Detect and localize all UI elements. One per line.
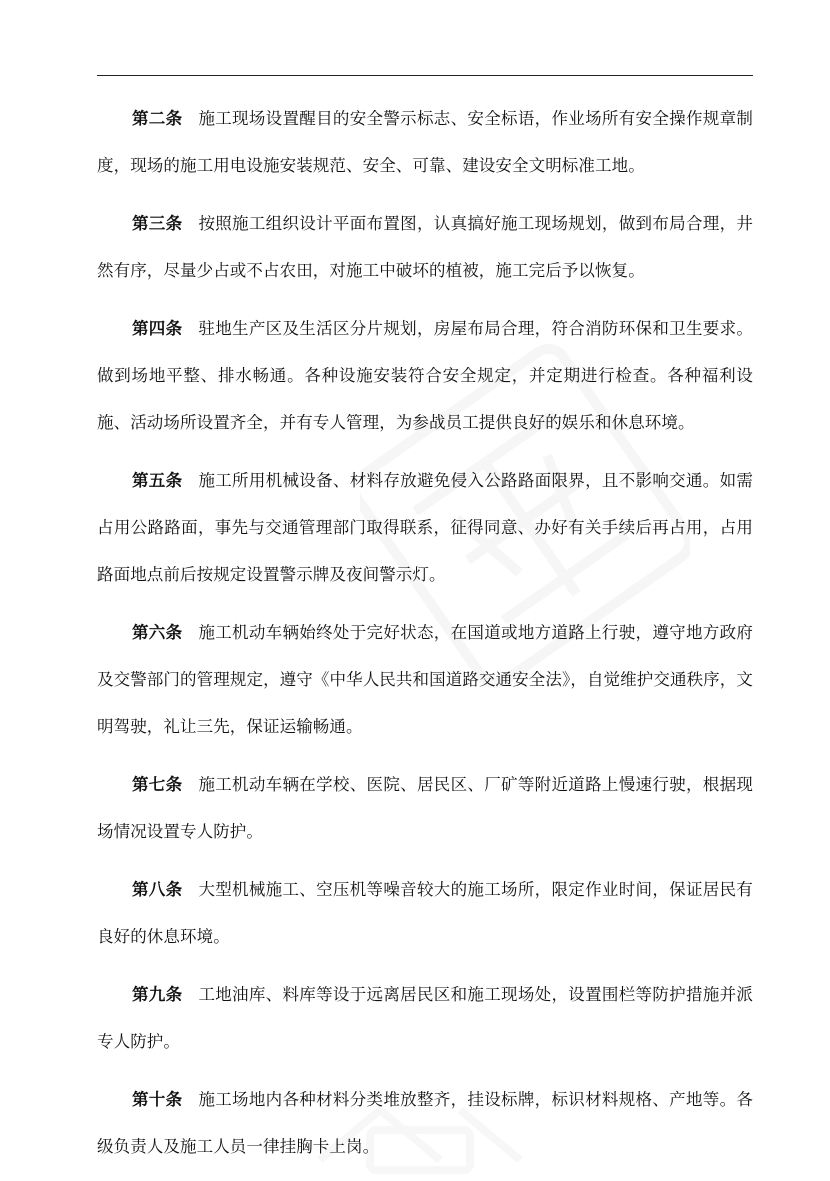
article-number: 第七条 [132,775,183,794]
article-5 [97,457,753,598]
article-text: 大型机械施工、空压机等噪音较大的施工场所，限定作业时间，保证居民有良好的休息环境。 [97,880,753,946]
article-text: 施工机动车辆始终处于完好状态，在国道或地方道路上行驶，遵守地方政府及交警部门的管理规定，遵守《中华人民共和国道路交通安全法》，自觉维护交通秩序，文明驾驶，礼让三先，保证运输畅通。 [97,623,753,736]
article-text: 施工场地内各种材料分类堆放整齐，挂设标牌，标识材料规格、产地等。各级负责人及施工人员一律挂胸卡上岗。 [97,1090,753,1156]
article-9 [97,971,753,1065]
article-number: 第三条 [132,214,183,233]
article-6 [97,609,753,750]
article-number: 第九条 [132,985,183,1004]
article-number: 第四条 [132,319,183,338]
article-text: 工地油库、料库等设于远离居民区和施工现场处，设置围栏等防护措施并派专人防护。 [97,985,753,1051]
article-number: 第六条 [132,623,183,642]
article-text: 施工所用机械设备、材料存放避免侵入公路路面限界，且不影响交通。如需占用公路路面，事先与交通管理部门取得联系，征得同意、办好有关手续后再占用，占用路面地点前后按规定设置警示牌及夜间警示灯。 [97,471,753,584]
article-3 [97,200,753,294]
article-number: 第十条 [132,1090,183,1109]
article-number: 第八条 [132,880,183,899]
header-rule [97,75,753,76]
article-text: 按照施工组织设计平面布置图，认真搞好施工现场规划，做到布局合理，井然有序，尽量少占或不占农田，对施工中破坏的植被，施工完后予以恢复。 [97,214,753,280]
article-2 [97,95,753,189]
article-4 [97,305,753,446]
document-body [97,95,753,1181]
article-8 [97,866,753,960]
article-text: 施工机动车辆在学校、医院、居民区、厂矿等附近道路上慢速行驶，根据现场情况设置专人防护。 [97,775,753,841]
article-number: 第五条 [132,471,183,490]
article-text: 施工现场设置醒目的安全警示标志、安全标语，作业场所有安全操作规章制度，现场的施工用电设施安装规范、安全、可靠、建设安全文明标准工地。 [97,109,753,175]
article-number: 第二条 [132,109,183,128]
article-text: 驻地生产区及生活区分片规划，房屋布局合理，符合消防环保和卫生要求。做到场地平整、排水畅通。各种设施安装符合安全规定，并定期进行检查。各种福利设施、活动场所设置齐全，并有专人管理，为参战员工提供良好的娱乐和休息环境。 [97,319,753,432]
article-7 [97,761,753,855]
article-10 [97,1076,753,1170]
